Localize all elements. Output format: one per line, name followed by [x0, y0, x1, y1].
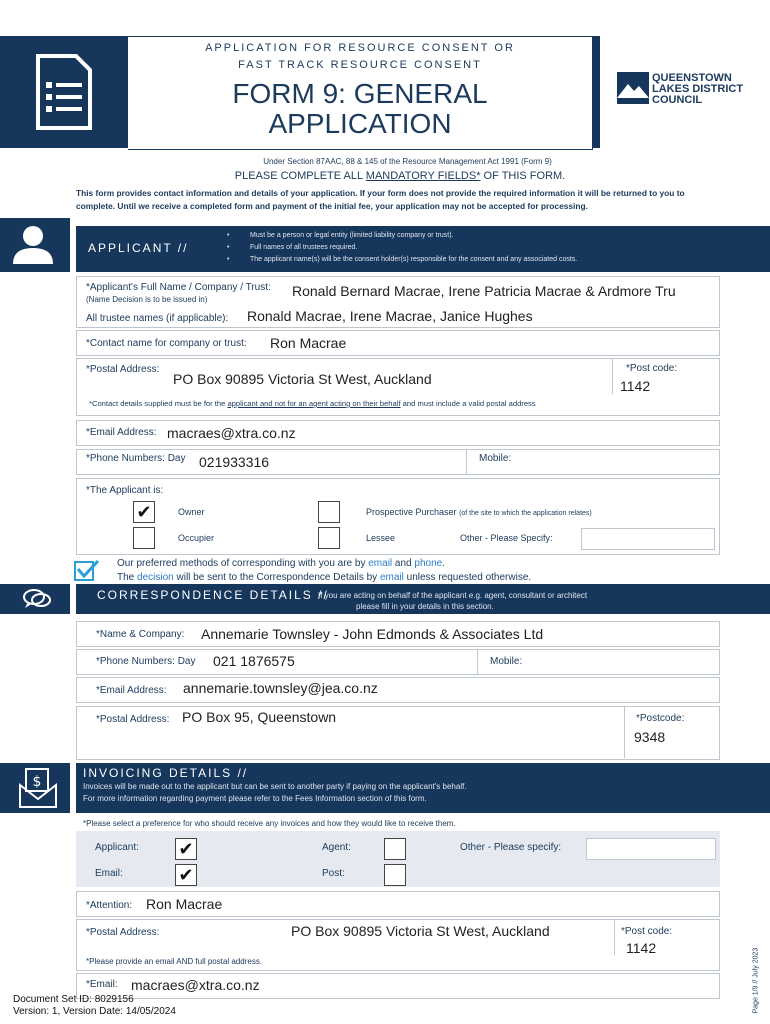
invoice-post-checkbox[interactable] — [384, 864, 406, 886]
invoicing-note-1: Invoices will be made out to the applicant but can be sent to another party if paying on the applicant's behalf. — [83, 782, 467, 791]
corr-mobile-label: Mobile: — [490, 656, 523, 667]
form-title-2: APPLICATION — [268, 108, 452, 139]
postal-address-value[interactable]: PO Box 90895 Victoria St West, Auckland — [173, 371, 432, 387]
decision-email: email — [379, 572, 404, 583]
mandatory-notice — [0, 170, 770, 182]
invoice-postcode-value[interactable]: 1142 — [626, 940, 657, 956]
corr-email-label: *Email Address: — [96, 685, 167, 696]
corr-phone-value[interactable]: 021 1876575 — [213, 653, 295, 669]
chat-bubbles-icon — [22, 588, 52, 610]
notice-line-1: This form provides contact information and details of your application. If your form does not provide the required information it will be returned to you to — [76, 188, 685, 198]
header-subtitle-2: FAST TRACK RESOURCE CONSENT — [238, 59, 482, 71]
mandatory-link[interactable]: MANDATORY FIELDS* — [365, 170, 481, 182]
decision-post: unless requested otherwise. — [403, 572, 532, 583]
notice-line-2: complete. Until we receive a completed form and payment of the initial fee, your application may not be accepted for processing. — [76, 201, 588, 211]
phone-label: *Phone Numbers: Day — [86, 453, 186, 464]
invoice-agent-label: Agent: — [322, 842, 351, 853]
invoice-post-label: Post: — [322, 868, 345, 879]
header-icon-block — [0, 36, 128, 148]
invoice-applicant-checkbox[interactable]: ✔ — [175, 838, 197, 860]
owner-checkbox[interactable]: ✔ — [133, 501, 155, 523]
preferred-post: . — [442, 558, 445, 569]
correspondence-note-1: If you are acting on behalf of the applicant e.g. agent, consultant or architect — [318, 591, 588, 600]
corr-phone-label: *Phone Numbers: Day — [96, 656, 196, 667]
corr-name-label: *Name & Company: — [96, 629, 185, 640]
form-title-1: FORM 9: GENERAL — [232, 78, 488, 109]
logo-line-1: QUEENSTOWN — [652, 72, 732, 84]
lessee-label: Lessee — [366, 533, 396, 543]
applicant-section-title: APPLICANT // — [88, 241, 189, 255]
applicant-bullet-3: The applicant name(s) will be the consent holder(s) responsible for the consent and any associated costs. — [250, 256, 578, 263]
postal-note-post: and must include a valid postal address — [400, 399, 536, 408]
purchaser-label-wrap — [366, 507, 592, 517]
corr-postcode-label: *Postcode: — [636, 713, 685, 724]
invoice-postal-label: *Postal Address: — [86, 927, 160, 938]
svg-text:$: $ — [32, 774, 42, 790]
preferred-line-1 — [117, 558, 445, 569]
invoice-other-label: Other - Please specify: — [460, 842, 562, 853]
trustee-value[interactable]: Ronald Macrae, Irene Macrae, Janice Hughes — [247, 308, 533, 324]
bullet-dot: • — [227, 232, 230, 239]
applicant-name-value[interactable]: Ronald Bernard Macrae, Irene Patricia Macrae & Ardmore Tru — [292, 283, 676, 299]
purchaser-note: (of the site to which the application relates) — [459, 510, 592, 517]
applicant-type-label: *The Applicant is: — [86, 485, 164, 496]
invoice-other-input[interactable] — [586, 838, 716, 860]
correspondence-note-2: please fill in your details in this section. — [356, 602, 494, 611]
invoice-envelope-icon — [18, 767, 58, 809]
header-subtitle-1: APPLICATION FOR RESOURCE CONSENT OR — [205, 42, 515, 54]
invoice-email-field-label: *Email: — [86, 979, 118, 990]
logo-line-3: COUNCIL — [652, 94, 703, 106]
invoice-preference-note: *Please select a preference for who should receive any invoices and how they would like to receive them. — [83, 819, 456, 828]
corr-name-value[interactable]: Annemarie Townsley - John Edmonds & Associates Ltd — [201, 626, 544, 642]
decision-pre: The — [117, 572, 138, 583]
invoicing-section-title: INVOICING DETAILS // — [83, 766, 249, 780]
postal-note-pre: *Contact details supplied must be for the — [89, 399, 228, 408]
correspondence-section-title: CORRESPONDENCE DETAILS // — [97, 588, 329, 602]
email-value[interactable]: macraes@xtra.co.nz — [167, 425, 296, 441]
trustee-label: All trustee names (if applicable): — [86, 313, 229, 324]
document-set-id: Document Set ID: 8029156 — [13, 994, 134, 1005]
corr-postal-value[interactable]: PO Box 95, Queenstown — [182, 709, 337, 725]
invoice-agent-checkbox[interactable] — [384, 838, 406, 860]
applicant-bullet-2: Full names of all trustees required. — [250, 244, 358, 251]
applicant-name-note: (Name Decision is to be issued in) — [86, 295, 208, 304]
phone-value[interactable]: 021933316 — [199, 454, 270, 470]
contact-name-label: *Contact name for company or trust: — [86, 338, 247, 349]
invoice-email-checkbox[interactable]: ✔ — [175, 864, 197, 886]
purchaser-label: Prospective Purchaser — [366, 507, 457, 517]
invoice-applicant-label: Applicant: — [95, 842, 139, 853]
preferred-and: and — [392, 558, 415, 569]
postal-address-label: *Postal Address: — [86, 364, 160, 375]
invoice-email-field-value[interactable]: macraes@xtra.co.nz — [131, 977, 260, 993]
invoice-postal-note: *Please provide an email AND full postal address. — [86, 957, 263, 966]
contact-name-value[interactable]: Ron Macrae — [270, 335, 347, 351]
decision-mid: will be sent to the Correspondence Details by — [173, 572, 380, 583]
page-number: Page 1/9 // July 2023 — [752, 947, 760, 1014]
mandatory-post: OF THIS FORM. — [480, 170, 566, 182]
corr-email-field[interactable] — [76, 677, 720, 703]
preferred-email: email — [368, 558, 393, 569]
corr-email-value[interactable]: annemarie.townsley@jea.co.nz — [183, 680, 378, 696]
occupier-checkbox[interactable] — [133, 527, 155, 549]
invoicing-icon-block — [0, 763, 70, 813]
version-info: Version: 1, Version Date: 14/05/2024 — [13, 1006, 176, 1017]
mountain-logo-icon — [617, 72, 649, 104]
decision-word: decision — [137, 572, 174, 583]
person-icon — [11, 224, 55, 264]
email-label: *Email Address: — [86, 427, 157, 438]
attention-value[interactable]: Ron Macrae — [146, 896, 223, 912]
postcode-value[interactable]: 1142 — [620, 378, 651, 394]
other-specify-input[interactable] — [581, 528, 715, 550]
corr-postcode-value[interactable]: 9348 — [634, 729, 666, 745]
applicant-bullet-1: Must be a person or legal entity (limited liability company or trust). — [250, 232, 454, 239]
lessee-checkbox[interactable] — [318, 527, 340, 549]
invoice-postal-value[interactable]: PO Box 90895 Victoria St West, Auckland — [291, 923, 550, 939]
correspondence-icon-block — [0, 584, 70, 614]
postal-note-link[interactable]: applicant and not for an agent acting on their behalf — [227, 399, 401, 408]
invoicing-note-2: For more information regarding payment please refer to the Fees Information section of this form. — [83, 794, 427, 803]
mandatory-pre: PLEASE COMPLETE ALL — [234, 170, 366, 182]
preferred-phone: phone — [414, 558, 443, 569]
preferred-line-2 — [117, 572, 531, 583]
document-icon — [36, 54, 92, 130]
section-reference: Under Section 87AAC, 88 & 145 of the Resource Management Act 1991 (Form 9) — [263, 157, 552, 166]
council-logo — [617, 72, 757, 112]
applicant-icon-block — [0, 218, 70, 272]
attention-label: *Attention: — [86, 900, 133, 911]
bullet-dot: • — [227, 244, 230, 251]
corr-postal-label: *Postal Address: — [96, 714, 170, 725]
postcode-label: *Post code: — [626, 363, 678, 374]
applicant-name-label: *Applicant's Full Name / Company / Trust: — [86, 282, 271, 293]
preferred-pre: Our preferred methods of corresponding with you are by — [117, 558, 369, 569]
mobile-label: Mobile: — [479, 453, 512, 464]
purchaser-checkbox[interactable] — [318, 501, 340, 523]
invoice-postcode-label: *Post code: — [621, 926, 673, 937]
postal-note — [89, 399, 536, 408]
other-specify-label: Other - Please Specify: — [460, 533, 553, 543]
logo-line-2: LAKES DISTRICT — [652, 83, 744, 95]
invoice-email-label: Email: — [95, 868, 123, 879]
occupier-label: Occupier — [178, 533, 215, 543]
checked-box-icon — [74, 559, 100, 581]
bullet-dot: • — [227, 256, 230, 263]
owner-label: Owner — [178, 507, 205, 517]
